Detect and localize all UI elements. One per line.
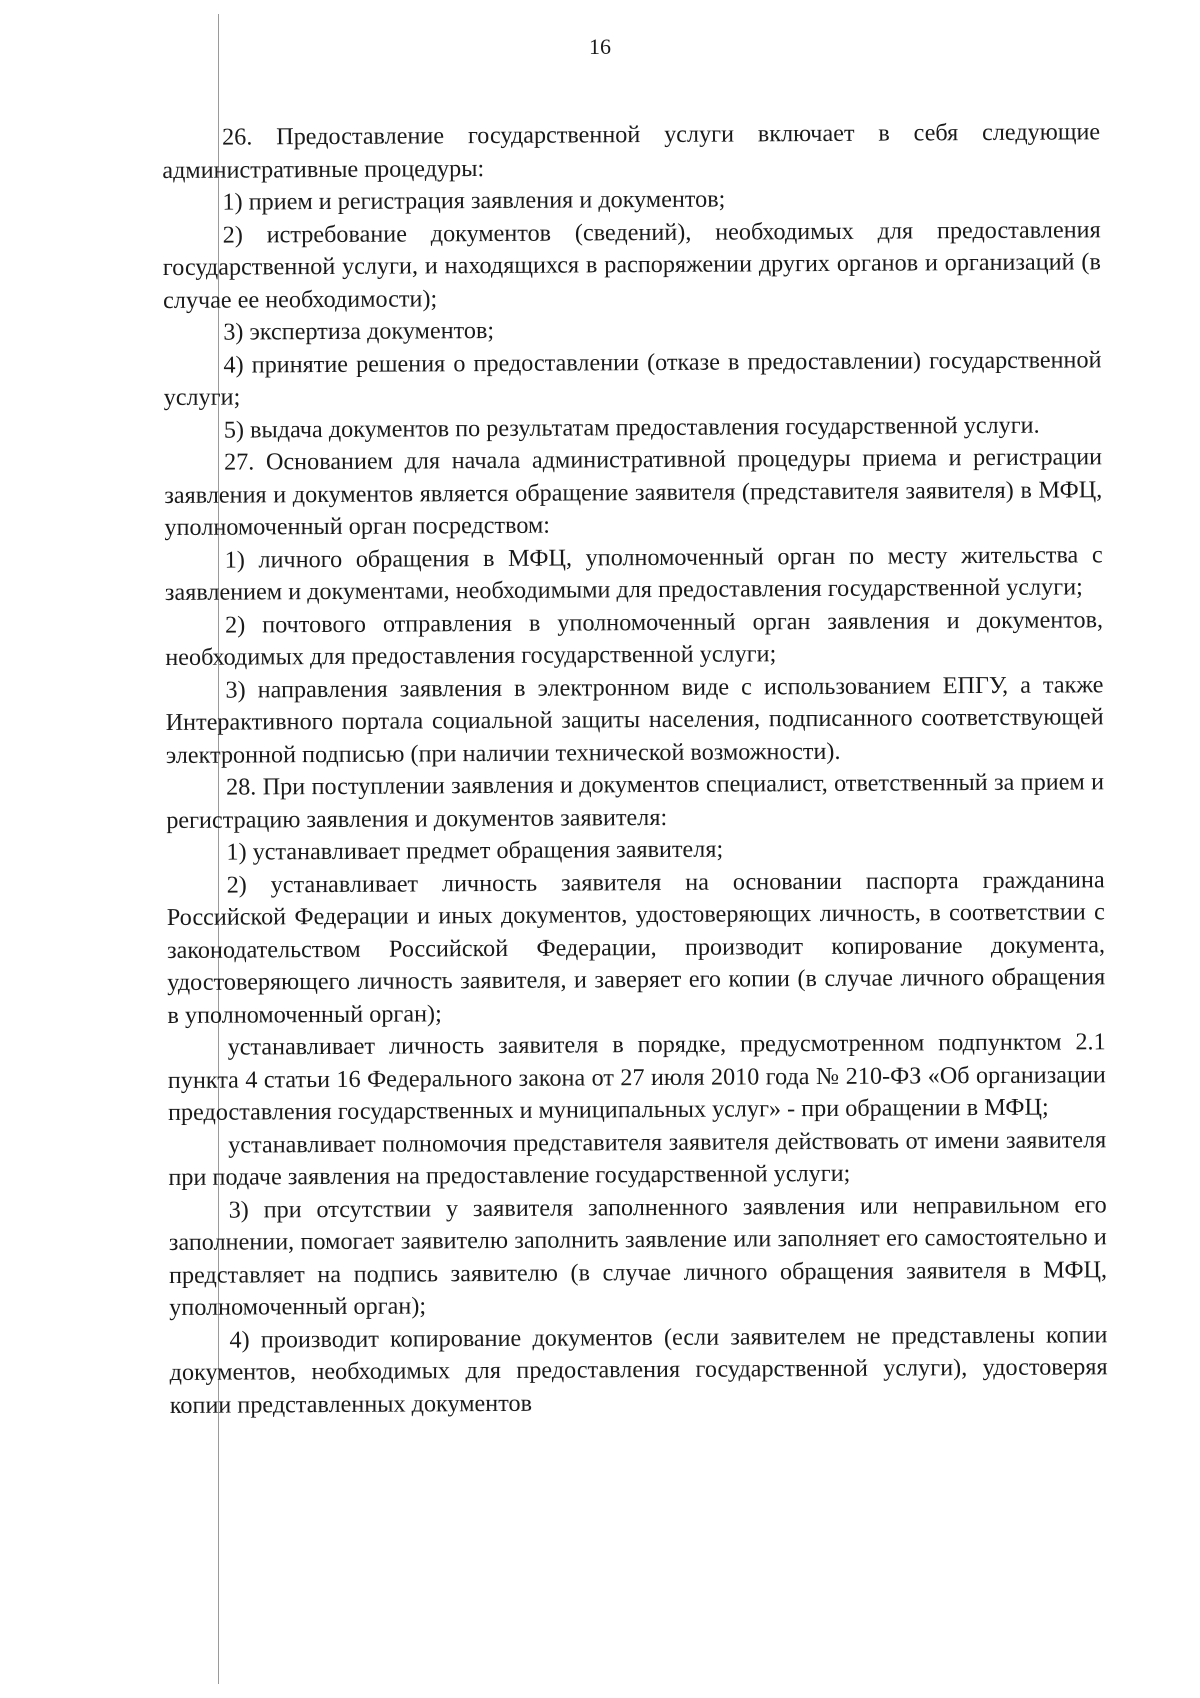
document-body	[162, 116, 1108, 1422]
paragraph: 2) истребование документов (сведений), необходимых для предоставления государственной услуги, и находящихся в распоряжении других органов и организаций (в случае ее необходимости);	[162, 215, 1101, 314]
paragraph: 26. Предоставление государственной услуги включает в себя следующие административные процедуры:	[162, 118, 1101, 184]
paragraph: 3) экспертиза документов;	[223, 316, 495, 346]
paragraph: устанавливает полномочия представителя заявителя действовать от имени заявителя при подаче заявления на предоставление государственной услуги;	[168, 1125, 1107, 1191]
paragraph: 5) выдача документов по результатам предоставления государственной услуги.	[223, 411, 1040, 444]
page-number: 16	[589, 34, 611, 59]
paragraph: 3) при отсутствии у заявителя заполненного заявления или неправильном его заполнении, помогает заявителю заполнить заявление или заполняет его самостоятельно и представляет на подпись заявителю (в случае личного обращения заявителя в МФЦ, уполномоченный орган);	[168, 1190, 1108, 1321]
paragraph: 1) прием и регистрация заявления и документов;	[222, 185, 726, 216]
paragraph: 4) производит копирование документов (если заявителем не представлены копии документов, необходимых для предоставления государственной услуги), удостоверяя копии представленных документов	[169, 1320, 1108, 1419]
paragraph: 4) принятие решения о предоставлении (отказе в предоставлении) государственной услуги;	[163, 345, 1102, 411]
paragraph: 27. Основанием для начала административной процедуры приема и регистрации заявления и документов является обращение заявителя (представителя заявителя) в МФЦ, уполномоченный орган посредством:	[164, 443, 1103, 541]
paragraph: 1) личного обращения в МФЦ, уполномоченный орган по месту жительства с заявлением и документами, необходимыми для предоставления государственной услуги;	[164, 540, 1103, 606]
paragraph: 28. При поступлении заявления и документов специалист, ответственный за прием и регистрацию заявления и документов заявителя:	[166, 768, 1105, 834]
paragraph: 2) устанавливает личность заявителя на основании паспорта гражданина Российской Федерации и иных документов, удостоверяющих личность, в соответствии с законодательством Российской Федерации, производит копирование документа, удостоверяющего личность заявителя, и заверяет его копии (в случае личного обращения в уполномоченный орган);	[166, 865, 1106, 1029]
paragraph: 3) направления заявления в электронном виде с использованием ЕПГУ, а также Интерактивного портала социальной защиты населения, подписанного соответствующей электронной подписью (при наличии технической возможности).	[165, 670, 1104, 769]
paragraph: устанавливает личность заявителя в порядке, предусмотренном подпунктом 2.1 пункта 4 статьи 16 Федерального закона от 27 июля 2010 года № 210-ФЗ «Об организации предоставления государственных и муниципальных услуг» - при обращении в МФЦ;	[167, 1028, 1106, 1126]
paragraph: 2) почтового отправления в уполномоченный орган заявления и документов, необходимых для предоставления государственной услуги;	[165, 605, 1104, 671]
paragraph: 1) устанавливает предмет обращения заявителя;	[226, 835, 724, 866]
